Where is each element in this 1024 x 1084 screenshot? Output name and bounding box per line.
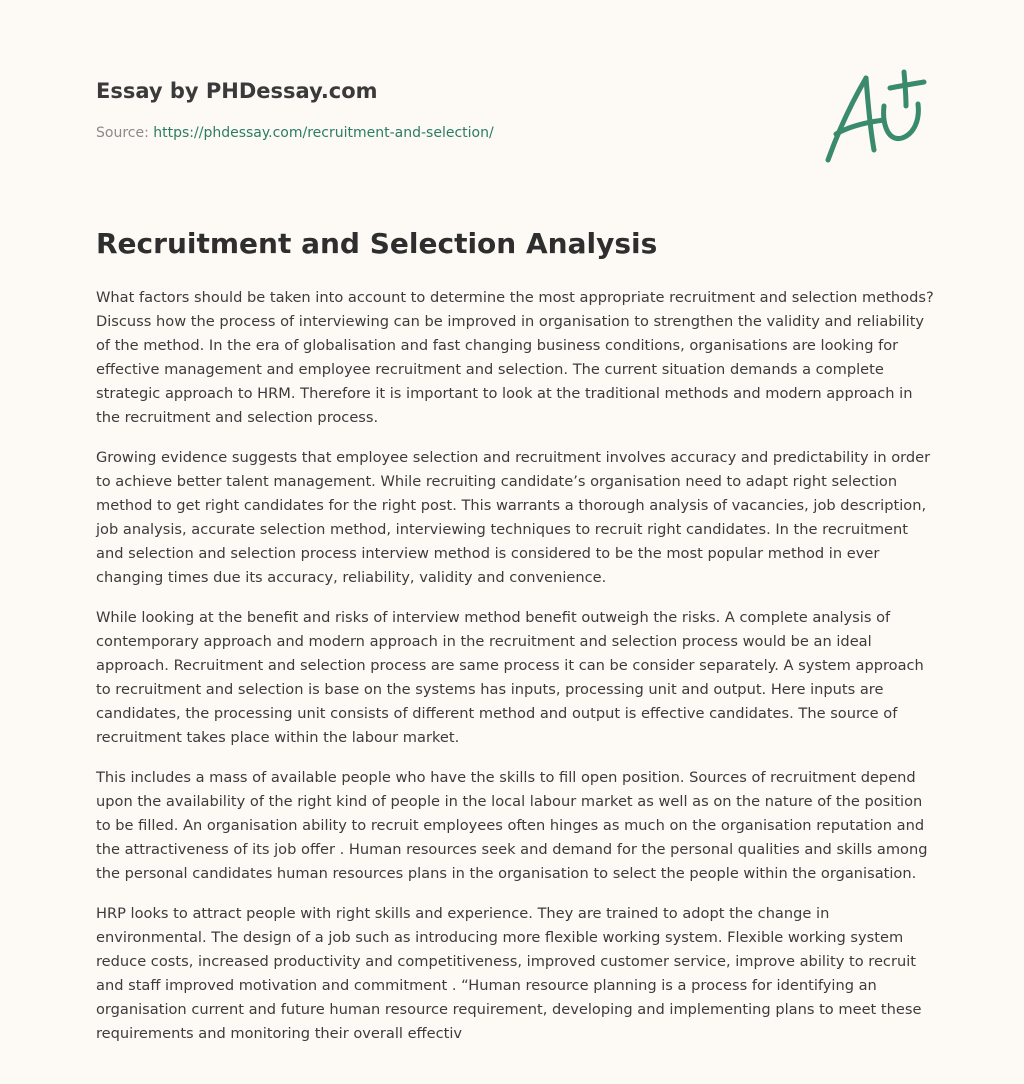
page-header xyxy=(96,78,796,142)
essay-paragraph-2: Growing evidence suggests that employee selection and recruitment involves accuracy and predictability in order to achieve better talent management. While recruiting candidate’s organisation need to adapt right selection method to get right candidates for the right post. This warrants a thorough analysis of vacancies, job description, job analysis, accurate selection method, interviewing techniques to recruit right candidates. In the recruitment and selection and selection process interview method is considered to be the most popular method in ever changing times due its accuracy, reliability, validity and convenience. xyxy=(96,449,931,586)
brand-title: Essay by PHDessay.com xyxy=(96,79,378,103)
essay-paragraph-4: This includes a mass of available people who have the skills to fill open position. Sources of recruitment depend upon the availability of the right kind of people in the local labour market as well as on the nature of the position to be filled. An organisation ability to recruit employees often hinges as much on the organisation reputation and the attractiveness of its job offer . Human resources seek and demand for the personal qualities and skills among the personal candidates human resources plans in the organisation to select the people within the organisation. xyxy=(96,769,928,882)
essay-paragraph-1: What factors should be taken into account to determine the most appropriate recruitment and selection methods? Discuss how the process of interviewing can be improved in organisation to strengthen the validity and reliability of the method. In the era of globalisation and fast changing business conditions, organisations are looking for effective management and employee recruitment and selection. The current situation demands a complete strategic approach to HRM. Therefore it is important to look at the traditional methods and modern approach in the recruitment and selection process. xyxy=(96,289,934,426)
source-link[interactable]: https://phdessay.com/recruitment-and-selection/ xyxy=(153,125,494,141)
essay-paragraph-3: While looking at the benefit and risks of interview method benefit outweigh the risks. A complete analysis of contemporary approach and modern approach in the recruitment and selection process would be an ideal approach. Recruitment and selection process are same process it can be consider separately. A system approach to recruitment and selection is base on the systems has inputs, processing unit and output. Here inputs are candidates, the processing unit consists of different method and output is effective candidates. The source of recruitment takes place within the labour market. xyxy=(96,609,924,746)
source-label: Source: xyxy=(96,125,154,141)
a-plus-logo-graphic xyxy=(822,66,928,166)
essay-title: Recruitment and Selection Analysis xyxy=(96,227,658,260)
essay-body xyxy=(96,286,936,1062)
essay-paragraph-5: HRP looks to attract people with right skills and experience. They are trained to adopt the change in environmental. The design of a job such as introducing more flexible working system. Flexible working system reduce costs, increased productivity and competitiveness, improved customer service, improve ability to recruit and staff improved motivation and commitment . “Human resource planning is a process for identifying an organisation current and future human resource requirement, developing and implementing plans to meet these requirements and monitoring their overall effectiv xyxy=(96,905,922,1042)
a-plus-logo-icon xyxy=(822,66,928,166)
source-line xyxy=(96,124,796,142)
